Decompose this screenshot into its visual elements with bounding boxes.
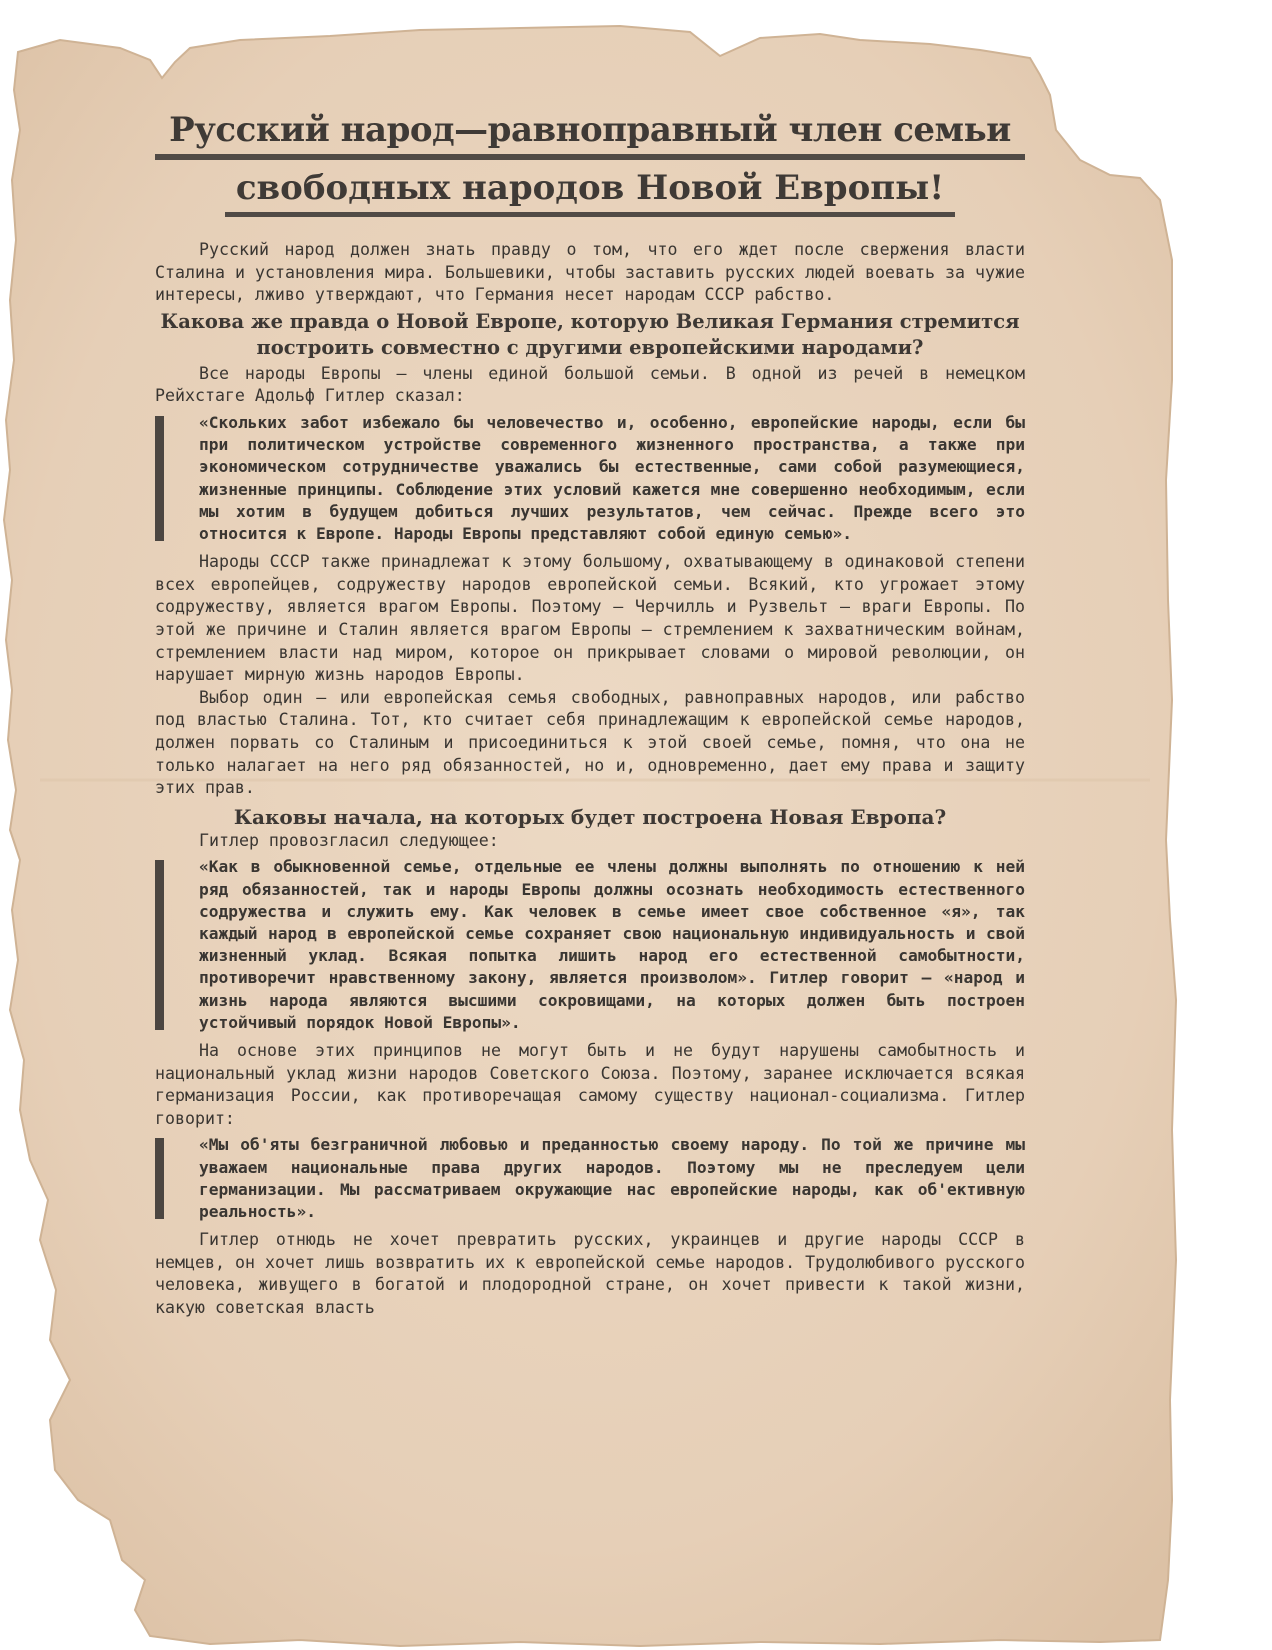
paragraph-6: На основе этих принципов не могут быть и не будут нарушены самобытность и национальный уклад жизни народов Советского Союза. Поэтому, заранее исключается всякая германизация России, как противоречащая самому существу национал-социализма. Гитлер говорит:	[155, 1040, 1025, 1128]
subheading-2: Каковы начала, на которых будет построена Новая Европа?	[233, 804, 947, 829]
quote-2: «Как в обыкновенной семье, отдельные ее члены должны выполнять по отношению к ней ряд обязанностей, так и народы Европы должны осознать необходимость естественного содружества и служить ему. Как человек в семье имеет свое собственное «я», так каждый народ в европейской семье сохраняет свою национальную индивидуальность и свой жизненный уклад. Всякая попытка лишить народ его естественной самобытности, противоречит нравственному закону, является произволом». Гитлер говорит — «народ и жизнь народа являются высшими сокровищами, на которых должен быть построен устойчивый порядок Новой Европы».	[199, 857, 1025, 1032]
paragraph-2: Все народы Европы — члены единой большой семьи. В одной из речей в немецком Рейхстаге Адольф Гитлер сказал:	[155, 363, 1025, 406]
paragraph-3: Народы СССР также принадлежат к этому большому, охватывающему в одинаковой степени всех европейцев, содружеству народов европейской семьи. Всякий, кто угрожает этому содружеству, является врагом Европы. Поэтому — Черчилль и Рузвельт — враги Европы. По этой же причине и Сталин является врагом Европы — стремлением к захватническим войнам, стремлением власти над миром, которое он прикрывает словами о мировой революции, он нарушает мирную жизнь народов Европы.	[155, 552, 1025, 685]
quote-block-1	[155, 412, 1025, 545]
paragraph-1: Русский народ должен знать правду о том, что его ждет после свержения власти Сталина и установления мира. Большевики, чтобы заставить русских людей воевать за чужие интересы, лживо утверждают, что Германия несет народам СССР рабство.	[155, 240, 1025, 305]
quote-bar	[155, 416, 164, 541]
document-title-line1: Русский народ—равноправный член семьи	[155, 110, 1025, 160]
quote-3: «Мы об'яты безграничной любовью и преданностью своему народу. По той же причине мы уважаем национальные права других народов. Поэтому мы не преследуем цели германизации. Мы рассматриваем окружающие нас европейские народы, как об'ективную реальность».	[199, 1135, 1025, 1221]
quote-block-2	[155, 856, 1025, 1034]
quote-bar	[155, 860, 164, 1030]
quote-block-3	[155, 1134, 1025, 1223]
paragraph-7: Гитлер отнюдь не хочет превратить русских, украинцев и другие народы СССР в немцев, он хочет лишь возвратить их к европейской семье народов. Трудолюбивого русского человека, живущего в богатой и плодородной стране, он хочет привести к такой жизни, какую советская власть	[155, 1230, 1025, 1317]
subheading-1: Какова же правда о Новой Европе, которую Великая Германия стремится построить совместно с другими европейскими народами?	[160, 309, 1020, 359]
document-text	[155, 110, 1025, 1320]
document-title-line2: свободных народов Новой Европы!	[225, 168, 955, 217]
paragraph-4: Выбор один — или европейская семья свободных, равноправных народов, или рабство под властью Сталина. Тот, кто считает себя принадлежащим к европейской семье народов, должен порвать со Сталиным и присоединиться к этой своей семье, помня, что она не только налагает на него ряд обязанностей, но и, одновременно, дает ему права и защиту этих прав.	[155, 687, 1025, 798]
quote-bar	[155, 1138, 164, 1219]
quote-1: «Скольких забот избежало бы человечество и, особенно, европейские народы, если бы при политическом устройстве современного жизненного пространства, а также при экономическом сотрудничестве уважались бы естественные, сами собой разумеющиеся, жизненные принципы. Соблюдение этих условий кажется мне совершенно необходимым, если мы хотим в будущем добиться лучших результатов, чем сейчас. Прежде всего это относится к Европе. Народы Европы представляют собой единую семью».	[199, 412, 1025, 543]
paragraph-5: Гитлер провозгласил следующее:	[199, 830, 499, 850]
